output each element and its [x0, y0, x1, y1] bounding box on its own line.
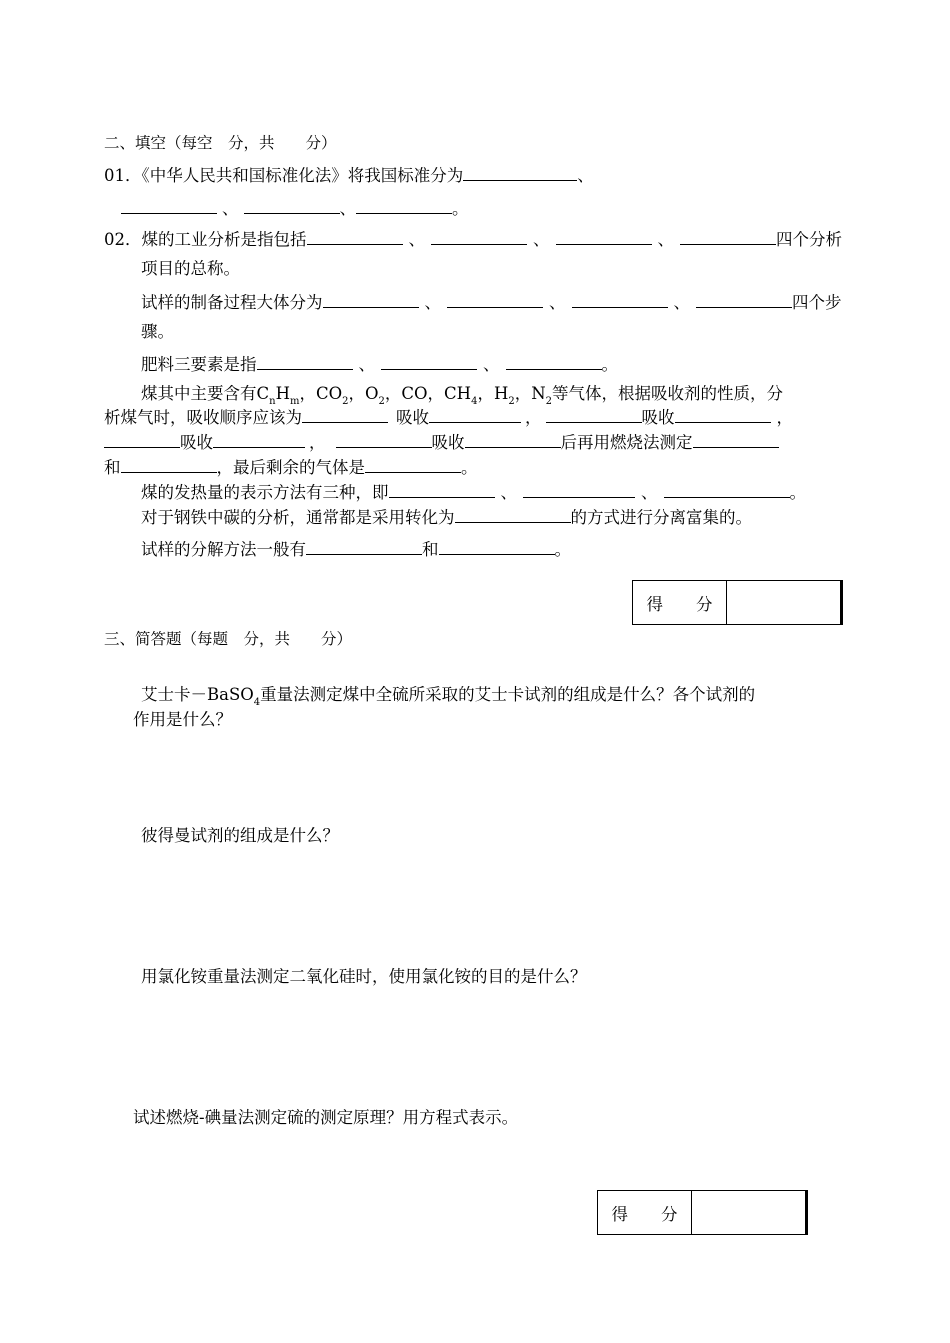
question-text-tail: 四个分析	[776, 230, 842, 249]
answer-blank[interactable]	[455, 506, 571, 523]
question-text: 艾士卡－BaSO	[141, 685, 254, 704]
sample-prep-line	[141, 291, 842, 313]
answer-blank[interactable]	[572, 291, 668, 308]
short-question-2: 彼得曼试剂的组成是什么？	[141, 826, 339, 845]
answer-blank[interactable]	[523, 481, 635, 498]
separator: 、	[222, 199, 239, 218]
answer-blank[interactable]	[465, 431, 561, 448]
decomposition-line	[141, 538, 571, 560]
answer-blank[interactable]	[429, 406, 521, 423]
formula-n: N	[531, 384, 546, 403]
answer-blank[interactable]	[336, 431, 432, 448]
answer-blank[interactable]	[556, 228, 652, 245]
coal-gas-line4	[104, 456, 478, 478]
answer-blank[interactable]	[463, 164, 577, 181]
question-text-tail: 的方式进行分离富集的。	[570, 508, 752, 527]
short-question-3: 用氯化铵重量法测定二氧化硅时，使用氯化铵的目的是什么？	[141, 967, 587, 986]
formula-o: O	[364, 384, 379, 403]
section3-heading: 三、简答题（每题 分，共 分）	[104, 630, 353, 648]
answer-blank[interactable]	[257, 353, 353, 370]
comma: ，	[514, 384, 532, 403]
question-text-tail: 四个步	[792, 293, 842, 312]
answer-blank[interactable]	[447, 291, 543, 308]
sentence-end: 。	[789, 483, 806, 502]
separator: 、	[339, 199, 356, 218]
score-box	[597, 1190, 808, 1235]
comma: ，	[299, 384, 316, 403]
question-text: 试样的分解方法一般有	[141, 540, 306, 559]
coal-gas-line1	[141, 384, 784, 407]
calorific-line	[141, 481, 806, 503]
absorb-label: 吸收	[641, 408, 675, 427]
question-text: 和	[104, 458, 121, 477]
question-text: 《中华人民共和国标准化法》将我国标准分为	[141, 166, 464, 185]
short-question-1-cont: 作用是什么？	[133, 710, 232, 729]
absorb-label: 吸收	[431, 433, 465, 452]
comma: ，	[427, 384, 445, 403]
question-number: 02．	[104, 230, 142, 249]
answer-blank[interactable]	[389, 481, 495, 498]
steel-carbon-line	[141, 506, 752, 528]
score-field[interactable]	[727, 581, 840, 624]
question-01-line2	[121, 197, 469, 219]
answer-blank[interactable]	[439, 538, 555, 555]
separator: 、	[577, 166, 594, 185]
separator: 、	[483, 355, 500, 374]
score-label: 得 分	[598, 1191, 692, 1234]
formula-ch: CH	[444, 384, 472, 403]
answer-blank[interactable]	[431, 228, 527, 245]
fertilizer-line	[141, 353, 618, 375]
comma: ，	[384, 384, 402, 403]
separator: 、	[641, 483, 658, 502]
answer-blank[interactable]	[381, 353, 477, 370]
separator: 、	[533, 230, 550, 249]
answer-blank[interactable]	[693, 431, 779, 448]
comma: ，	[348, 384, 365, 403]
formula-co: CO	[401, 384, 428, 403]
comma: ，	[477, 384, 494, 403]
answer-blank[interactable]	[546, 406, 642, 423]
subscript: m	[289, 396, 300, 407]
separator: 、	[657, 230, 674, 249]
question-02-line1-cont: 项目的总称。	[141, 259, 240, 278]
formula-c: C	[256, 384, 270, 403]
subscript: 2	[545, 396, 553, 407]
sentence-end: 。	[601, 355, 618, 374]
subscript: 2	[342, 396, 349, 407]
subscript: 2	[508, 396, 515, 407]
question-text: 煤的工业分析是指包括	[141, 230, 307, 249]
sample-prep-cont: 骤。	[141, 322, 174, 341]
sentence-end: 。	[461, 458, 478, 477]
separator: 、	[358, 355, 375, 374]
question-text: 析煤气时，吸收顺序应该为	[104, 408, 302, 427]
question-text: 肥料三要素是指	[141, 355, 257, 374]
sentence-end: 。	[554, 540, 571, 559]
question-01-line1	[104, 164, 594, 186]
section2-heading: 二、填空（每空 分，共 分）	[104, 134, 337, 152]
comma: ，	[309, 433, 326, 452]
question-text: ，最后剩余的气体是	[216, 458, 365, 477]
question-text: 等气体，根据吸收剂的性质，分	[552, 384, 784, 403]
formula-h: H	[493, 384, 509, 403]
answer-blank[interactable]	[506, 353, 602, 370]
answer-blank[interactable]	[664, 481, 790, 498]
separator: 、	[500, 483, 517, 502]
answer-blank[interactable]	[213, 431, 305, 448]
answer-blank[interactable]	[680, 228, 776, 245]
question-text: 试样的制备过程大体分为	[141, 293, 323, 312]
comma: ，	[776, 408, 793, 427]
question-02-line1	[104, 228, 842, 250]
absorb-label: 吸收	[396, 408, 429, 427]
formula-co: CO	[315, 384, 343, 403]
score-box	[632, 580, 843, 625]
answer-blank[interactable]	[244, 197, 340, 214]
answer-blank[interactable]	[104, 431, 180, 448]
answer-blank[interactable]	[121, 197, 217, 214]
comma: ，	[525, 408, 542, 427]
answer-blank[interactable]	[302, 406, 388, 423]
answer-blank[interactable]	[323, 291, 419, 308]
answer-blank[interactable]	[356, 197, 452, 214]
short-question-4: 试述燃烧-碘量法测定硫的测定原理？用方程式表示。	[133, 1108, 519, 1127]
sentence-end: 。	[452, 199, 469, 218]
separator: 、	[424, 293, 441, 312]
answer-blank[interactable]	[307, 228, 403, 245]
score-label: 得 分	[633, 581, 727, 624]
question-number: 01．	[104, 166, 142, 185]
score-field[interactable]	[692, 1191, 805, 1234]
subscript: 2	[378, 396, 385, 407]
answer-blank[interactable]	[365, 456, 461, 473]
coal-gas-line2	[104, 406, 793, 428]
answer-blank[interactable]	[306, 538, 422, 555]
question-text: 对于钢铁中碳的分析，通常都是采用转化为	[141, 508, 455, 527]
answer-blank[interactable]	[696, 291, 792, 308]
question-text: 后再用燃烧法测定	[560, 433, 693, 452]
coal-gas-line3	[104, 431, 779, 453]
question-text: 和	[422, 540, 439, 559]
question-text: 煤的发热量的表示方法有三种，即	[141, 483, 389, 502]
separator: 、	[408, 230, 425, 249]
subscript: 4	[253, 697, 261, 708]
answer-blank[interactable]	[121, 456, 217, 473]
separator: 、	[673, 293, 690, 312]
answer-blank[interactable]	[675, 406, 771, 423]
subscript: n	[269, 396, 276, 407]
separator: 、	[549, 293, 566, 312]
question-text: 煤其中主要含有	[141, 384, 257, 403]
question-text: 重量法测定煤中全硫所采取的艾士卡试剂的组成是什么？各个试剂的	[260, 685, 756, 704]
short-question-1	[141, 685, 756, 708]
formula-h: H	[275, 384, 290, 403]
subscript: 4	[471, 396, 478, 407]
absorb-label: 吸收	[180, 433, 213, 452]
